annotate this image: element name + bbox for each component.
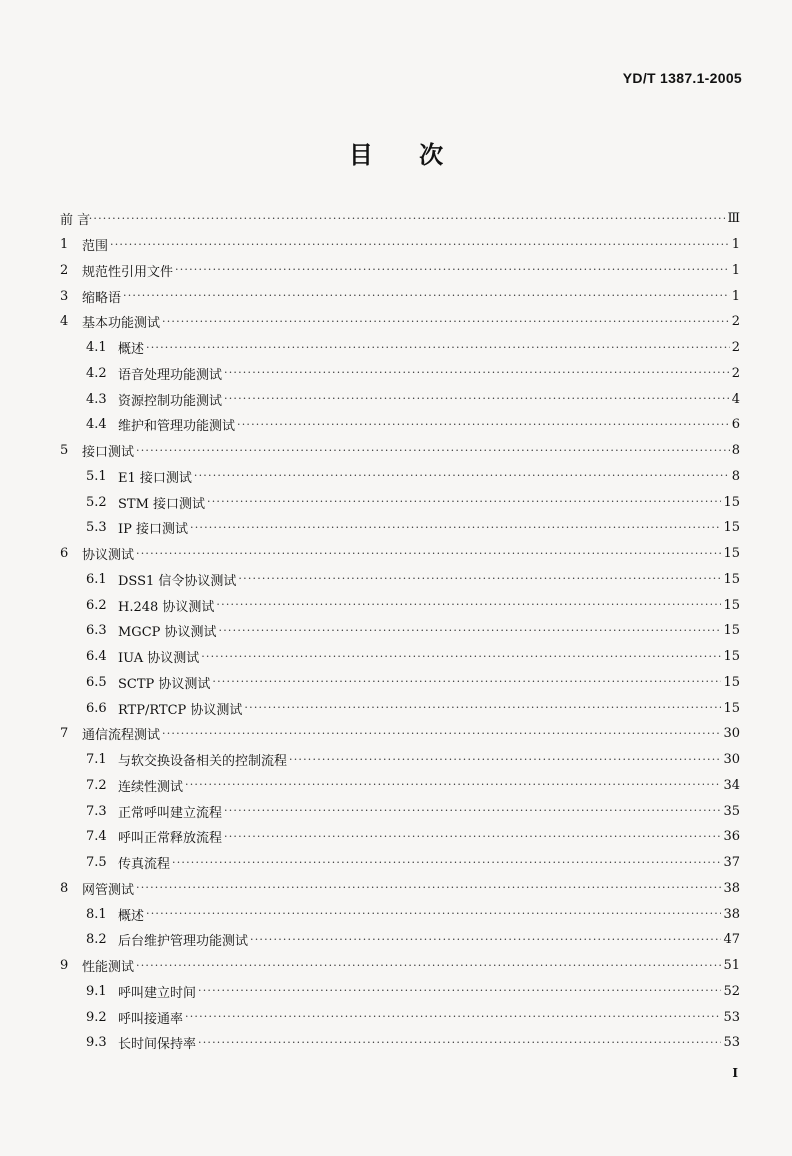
page-number: I [732,1066,738,1080]
toc-leader-dots [224,366,730,380]
toc-entry-number: 6.4 [86,649,107,665]
toc-entry-label: 基本功能测试 [82,316,161,332]
toc-entry-page: 37 [723,855,740,871]
toc-entry-page: 53 [723,1035,740,1051]
toc-entry-label: 资源控制功能测试 [118,393,223,409]
toc-entry-number: 6.1 [86,571,107,587]
toc-entry-number: 9.1 [86,983,107,999]
toc-entry-label: 与软交换设备相关的控制流程 [118,754,288,770]
toc-entry-number: 8.1 [86,906,107,922]
toc-entry[interactable] [0,824,792,850]
toc-entry-label: 范围 [82,239,109,255]
table-of-contents [0,206,792,1056]
toc-entry[interactable] [0,541,792,567]
toc-entry-number: 6.3 [86,623,107,639]
toc-entry-label: 语音处理功能测试 [118,367,223,383]
toc-entry-number: 5 [60,443,69,459]
toc-entry-label: 网管测试 [82,882,135,898]
toc-entry-number: 7.2 [86,777,107,793]
toc-entry[interactable] [0,1004,792,1030]
toc-entry-label: STM 接口测试 [118,496,206,512]
toc-entry-label: 协议测试 [82,548,135,564]
toc-entry-page: 2 [731,365,740,381]
toc-entry-page: 8 [731,468,740,484]
toc-leader-dots [224,392,730,406]
toc-entry-page: 36 [723,829,740,845]
toc-entry-label: 维护和管理功能测试 [118,419,236,435]
toc-entry[interactable] [0,798,792,824]
toc-entry-page: 2 [731,314,740,330]
toc-entry-page: 1 [731,288,740,304]
toc-entry-number: 6 [60,546,69,562]
toc-entry-number: 前 言 [60,213,91,229]
toc-leader-dots [219,624,722,638]
toc-entry-page: 15 [723,597,740,613]
toc-entry-number: 9.2 [86,1009,107,1025]
toc-entry-page: 1 [731,262,740,278]
toc-entry-label: 呼叫正常释放流程 [118,831,223,847]
toc-leader-dots [198,1036,721,1050]
toc-entry-number: 4 [60,314,69,330]
toc-entry[interactable] [0,515,792,541]
toc-entry-page: 15 [723,623,740,639]
toc-entry-label: 概述 [118,342,145,358]
toc-leader-dots [238,572,721,586]
toc-entry-label: DSS1 信令协议测试 [118,573,237,589]
toc-entry-label: 正常呼叫建立流程 [118,805,223,821]
toc-entry-page: 38 [723,906,740,922]
toc-entry-page: 1 [731,237,740,253]
toc-entry[interactable] [0,206,792,232]
toc-leader-dots [244,701,721,715]
toc-leader-dots [162,315,730,329]
toc-entry-number: 4.4 [86,417,107,433]
toc-entry-number: 7.5 [86,855,107,871]
toc-entry-page: 15 [723,649,740,665]
toc-entry[interactable] [0,361,792,387]
toc-entry-number: 5.3 [86,520,107,536]
toc-leader-dots [136,959,721,973]
toc-entry-label: H.248 协议测试 [118,599,215,615]
toc-entry-label: MGCP 协议测试 [118,625,217,641]
toc-entry-label: 连续性测试 [118,779,184,795]
toc-entry-label: 性能测试 [82,960,135,976]
toc-entry[interactable] [0,721,792,747]
toc-entry[interactable] [0,592,792,618]
toc-entry-page: 4 [731,391,740,407]
toc-leader-dots [146,907,721,921]
toc-entry-number: 4.1 [86,340,107,356]
toc-entry-page: 52 [723,983,740,999]
toc-leader-dots [185,778,721,792]
toc-leader-dots [175,263,730,277]
toc-entry-label: E1 接口测试 [118,470,192,486]
toc-entry[interactable] [0,850,792,876]
toc-leader-dots [207,495,721,509]
toc-entry-page: 15 [723,700,740,716]
toc-entry-number: 5.1 [86,468,107,484]
toc-entry-label: 长时间保持率 [118,1037,197,1053]
toc-entry-number: 6.5 [86,674,107,690]
toc-entry-page: 2 [731,340,740,356]
toc-leader-dots [84,212,725,226]
toc-entry-page: 15 [723,494,740,510]
toc-entry-page: 38 [723,880,740,896]
toc-leader-dots [172,856,721,870]
toc-entry-number: 1 [60,237,69,253]
toc-entry[interactable] [0,438,792,464]
toc-leader-dots [146,341,730,355]
toc-entry-number: 5.2 [86,494,107,510]
toc-leader-dots [212,675,721,689]
toc-entry-page: 47 [723,932,740,948]
toc-entry[interactable] [0,412,792,438]
toc-entry[interactable] [0,232,792,258]
page-title: 目 次 [348,141,444,169]
toc-entry-label: 后台维护管理功能测试 [118,934,249,950]
toc-leader-dots [237,418,730,432]
toc-leader-dots [216,598,721,612]
document-code: YD/T 1387.1-2005 [622,70,742,86]
toc-entry-label: 规范性引用文件 [82,264,174,280]
toc-entry[interactable] [0,489,792,515]
toc-entry[interactable] [0,927,792,953]
toc-entry-page: 8 [731,443,740,459]
toc-entry[interactable] [0,283,792,309]
toc-entry-number: 7.1 [86,752,107,768]
toc-entry-label: IP 接口测试 [118,522,189,538]
toc-entry-number: 6.2 [86,597,107,613]
toc-entry[interactable] [0,876,792,902]
toc-entry-page: 53 [723,1009,740,1025]
toc-entry-page: 35 [723,803,740,819]
toc-entry-number: 8.2 [86,932,107,948]
toc-entry-page: 6 [731,417,740,433]
toc-entry-label: IUA 协议测试 [118,651,200,667]
toc-leader-dots [162,727,721,741]
toc-entry-page: Ⅲ [727,211,740,227]
toc-leader-dots [224,804,721,818]
toc-entry-number: 4.3 [86,391,107,407]
toc-entry-label: 通信流程测试 [82,728,161,744]
toc-entry-page: 15 [723,674,740,690]
toc-entry[interactable] [0,1030,792,1056]
toc-entry[interactable] [0,747,792,773]
toc-leader-dots [250,933,721,947]
toc-entry-label: 呼叫接通率 [118,1011,184,1027]
toc-entry-page: 51 [723,958,740,974]
toc-entry[interactable] [0,670,792,696]
toc-entry-page: 30 [723,752,740,768]
toc-entry[interactable] [0,979,792,1005]
toc-leader-dots [110,238,730,252]
toc-entry-label: 呼叫建立时间 [118,985,197,1001]
toc-entry[interactable] [0,953,792,979]
toc-entry-label: 概述 [118,908,145,924]
toc-leader-dots [194,469,730,483]
toc-entry-label: 缩略语 [82,290,122,306]
toc-entry-number: 9.3 [86,1035,107,1051]
toc-entry[interactable] [0,335,792,361]
toc-leader-dots [224,830,721,844]
toc-entry-number: 7 [60,726,69,742]
toc-entry-label: RTP/RTCP 协议测试 [118,702,243,718]
toc-entry[interactable] [0,618,792,644]
toc-entry-number: 2 [60,262,69,278]
toc-entry-page: 30 [723,726,740,742]
toc-entry[interactable] [0,644,792,670]
toc-leader-dots [201,650,721,664]
toc-entry-number: 7.3 [86,803,107,819]
toc-entry[interactable] [0,567,792,593]
toc-leader-dots [136,881,721,895]
toc-entry-page: 15 [723,546,740,562]
toc-entry-label: 接口测试 [82,445,135,461]
toc-entry-page: 34 [723,777,740,793]
toc-leader-dots [136,444,730,458]
toc-leader-dots [289,753,721,767]
toc-leader-dots [123,289,730,303]
toc-entry[interactable] [0,464,792,490]
toc-leader-dots [185,1010,721,1024]
toc-entry[interactable] [0,258,792,284]
toc-entry[interactable] [0,695,792,721]
toc-leader-dots [136,547,721,561]
toc-entry-number: 3 [60,288,69,304]
toc-entry-number: 6.6 [86,700,107,716]
toc-leader-dots [190,521,721,535]
toc-leader-dots [198,984,721,998]
toc-entry[interactable] [0,773,792,799]
toc-entry-number: 7.4 [86,829,107,845]
toc-entry[interactable] [0,901,792,927]
toc-entry-label: 传真流程 [118,857,171,873]
toc-entry[interactable] [0,386,792,412]
toc-entry-number: 8 [60,880,69,896]
toc-entry-label: SCTP 协议测试 [118,676,211,692]
toc-entry-number: 4.2 [86,365,107,381]
toc-entry-page: 15 [723,520,740,536]
toc-entry-page: 15 [723,571,740,587]
toc-entry[interactable] [0,309,792,335]
toc-entry-number: 9 [60,958,69,974]
